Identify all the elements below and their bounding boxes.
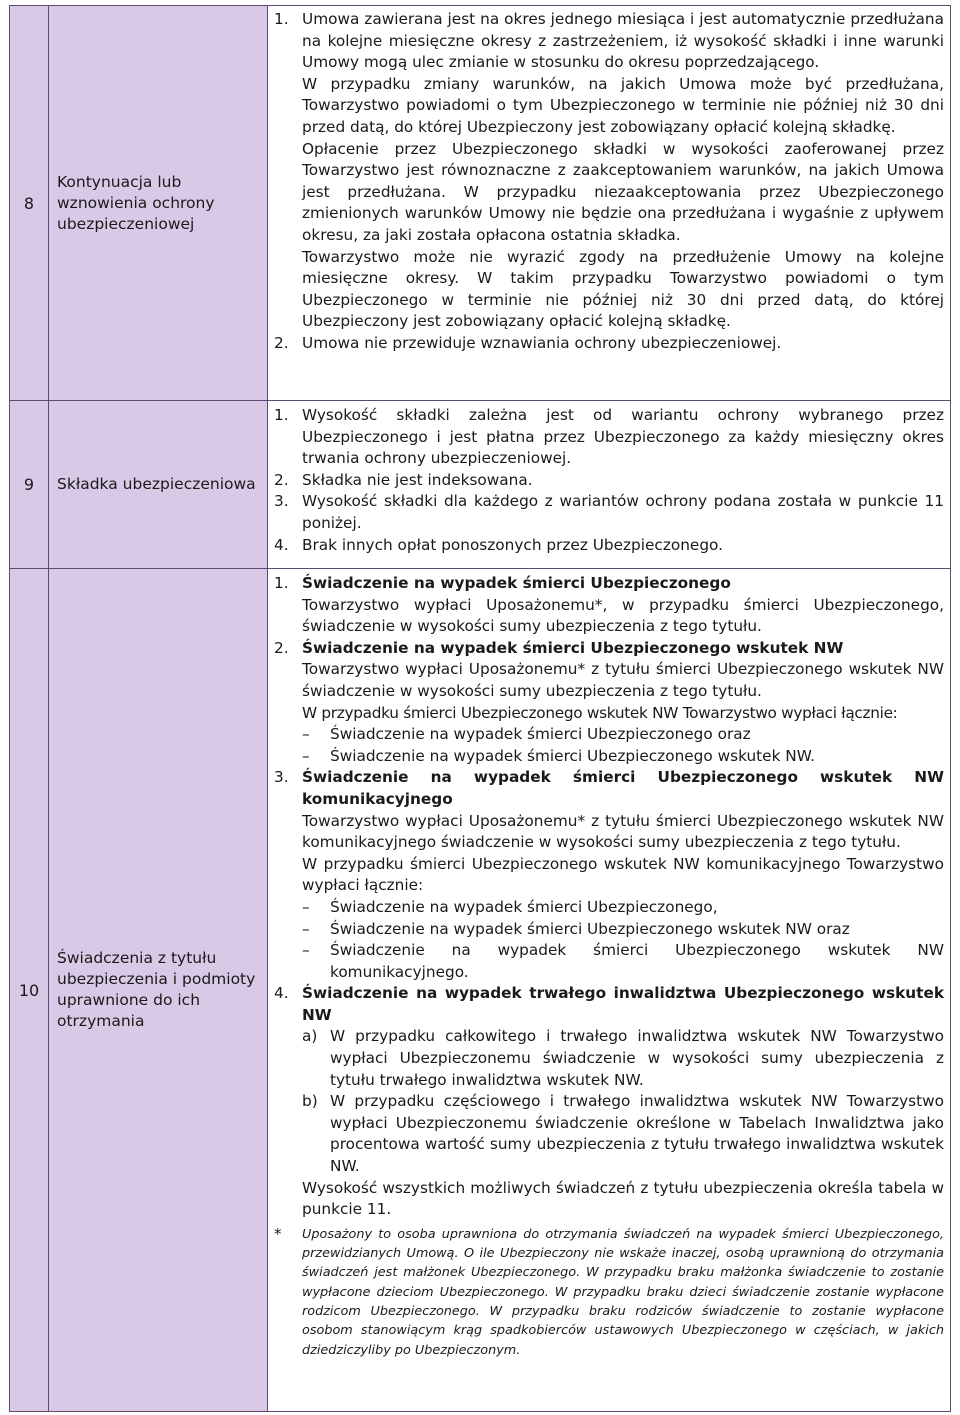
paragraph: W przypadku śmierci Ubezpieczonego wskutek NW Towarzystwo wypłaci łącznie: bbox=[302, 703, 898, 722]
paragraph: Umowa zawierana jest na okres jednego miesiąca i jest automatycznie przedłużana na kolejne miesięczne okresy z zastrzeżeniem, iż wysokość składki i inne warunki Umowy mogą ulec zmianie w stosunku do okresu poprzedzającego. bbox=[302, 10, 944, 72]
row-title: Świadczenia z tytułu ubezpieczenia i podmioty uprawnione do ich otrzymania bbox=[49, 569, 268, 1412]
paragraph: W przypadku zmiany warunków, na jakich Umowa może być przedłużana, Towarzystwo powiadomi o tym Ubezpieczonego w terminie nie później niż 30 dni przed datą, do której Ubezpieczony jest zobowiązany opłacić kolejną składkę. bbox=[302, 74, 944, 136]
dash-item: – Świadczenie na wypadek śmierci Ubezpieczonego, bbox=[302, 897, 718, 916]
row-number: 10 bbox=[10, 569, 49, 1412]
paragraph: Opłacenie przez Ubezpieczonego składki w wysokości zaoferowanej przez Towarzystwo jest równoznaczne z zaakceptowaniem warunków, na jakich Umowa jest przedłużana. W przypadku niezaakceptowania przez Ubezpieczonego zmienionych warunków Umowy nie będzie ona przedłużana i wygaśnie z upływem okresu, za jaki została opłacona ostatnia składka. bbox=[302, 139, 944, 244]
list-item: 1. Umowa zawierana jest na okres jednego miesiąca i jest automatycznie przedłużana na kolejne miesięczne okresy z zastrzeżeniem, iż wysokość składki i inne warunki Umowy mogą ulec zmianie w stosunku do okresu poprzedzającego. W przypadku zmiany warunków, na jakich Umowa może być przedłużana, Towarzystwo powiadomi o tym Ubezpieczonego w terminie nie później niż 30 dni przed datą, do której Ubezpieczony jest zobowiązany opłacić kolejną składkę. Opłacenie przez Ubezpieczonego składki w wysokości zaoferowanej przez Towarzystwo jest równoznaczne z zaakceptowaniem warunków, na jakich Umowa jest przedłużana. W przypadku niezaakceptowania przez Ubezpieczonego zmienionych warunków Umowy nie będzie ona przedłużana i wygaśnie z upływem okresu, za jaki została opłacona ostatnia składka. Towarzystwo może nie wyrazić zgody na przedłużenie Umowy na kolejne miesięczne okresy. W takim przypadku Towarzystwo powiadomi o tym Ubezpieczonego w terminie nie później niż 30 dni przed datą, do której Ubezpieczony jest zobowiązany opłacić kolejną składkę. bbox=[274, 9, 944, 333]
list-item: 2. Składka nie jest indeksowana. bbox=[274, 470, 944, 492]
row-content bbox=[268, 569, 951, 1412]
lettered-item: b) W przypadku częściowego i trwałego inwalidztwa wskutek NW Towarzystwo wypłaci Ubezpieczonemu świadczenie określone w Tabelach Inwalidztwa jako procentowa wartość sumy ubezpieczenia z tytułu trwałego inwalidztwa wskutek NW. bbox=[302, 1092, 944, 1176]
paragraph: Składka nie jest indeksowana. bbox=[302, 470, 533, 489]
item-heading: Świadczenie na wypadek śmierci Ubezpieczonego bbox=[302, 574, 731, 592]
table-row-9 bbox=[10, 401, 951, 569]
terms-table bbox=[9, 5, 951, 1412]
dash-item: – Świadczenie na wypadek śmierci Ubezpieczonego oraz bbox=[302, 725, 751, 744]
row-number: 8 bbox=[10, 6, 49, 401]
paragraph: Wysokość wszystkich możliwych świadczeń z tytułu ubezpieczenia określa tabela w punkcie 11. bbox=[302, 1178, 944, 1219]
item-heading: Świadczenie na wypadek śmierci Ubezpieczonego wskutek NW komunikacyjnego bbox=[302, 768, 944, 808]
table-row-10 bbox=[10, 569, 951, 1412]
list-item: 4. Świadczenie na wypadek trwałego inwalidztwa Ubezpieczonego wskutek NW a) W przypadku całkowitego i trwałego inwalidztwa wskutek NW Towarzystwo wypłaci Ubezpieczonemu świadczenie w wysokości sumy ubezpieczenia z tytułu trwałego inwalidztwa wskutek NW. b) W przypadku częściowego i trwałego inwalidztwa wskutek NW Towarzystwo wypłaci Ubezpieczonemu świadczenie określone w Tabelach Inwalidztwa jako procentowa wartość sumy ubezpieczenia z tytułu trwałego inwalidztwa wskutek NW. Wysokość wszystkich możliwych świadczeń z tytułu ubezpieczenia określa tabela w punkcie 11. bbox=[274, 983, 944, 1221]
dash-item: – Świadczenie na wypadek śmierci Ubezpieczonego wskutek NW komunikacyjnego. bbox=[302, 941, 944, 981]
paragraph: Towarzystwo wypłaci Uposażonemu*, w przypadku śmierci Ubezpieczonego, świadczenie w wysokości sumy ubezpieczenia z tego tytułu. bbox=[302, 595, 944, 636]
row-content bbox=[268, 401, 951, 569]
row-content bbox=[268, 6, 951, 401]
document-page bbox=[9, 5, 951, 1412]
dash-item: – Świadczenie na wypadek śmierci Ubezpieczonego wskutek NW. bbox=[302, 746, 815, 765]
row-number: 9 bbox=[10, 401, 49, 569]
item-heading: Świadczenie na wypadek śmierci Ubezpieczonego wskutek NW bbox=[302, 638, 844, 657]
footnote bbox=[274, 1225, 944, 1360]
list-item: 3. Świadczenie na wypadek śmierci Ubezpieczonego wskutek NW komunikacyjnego Towarzystwo wypłaci Uposażonemu* z tytułu śmierci Ubezpieczonego wskutek NW komunikacyjnego świadczenie w wysokości sumy ubezpieczenia z tego tytułu. W przypadku śmierci Ubezpieczonego wskutek NW komunikacyjnego Towarzystwo wypłaci łącznie: – Świadczenie na wypadek śmierci Ubezpieczonego, – Świadczenie na wypadek śmierci Ubezpieczonego wskutek NW oraz – Świadczenie na wypadek śmierci Ubezpieczonego wskutek NW komunikacyjnego. bbox=[274, 767, 944, 983]
row-title: Składka ubezpieczeniowa bbox=[49, 401, 268, 569]
list-item: 2. Świadczenie na wypadek śmierci Ubezpieczonego wskutek NW Towarzystwo wypłaci Uposażonemu* z tytułu śmierci Ubezpieczonego wskutek NW świadczenie w wysokości sumy ubezpieczenia z tego tytułu. W przypadku śmierci Ubezpieczonego wskutek NW Towarzystwo wypłaci łącznie: – Świadczenie na wypadek śmierci Ubezpieczonego oraz – Świadczenie na wypadek śmierci Ubezpieczonego wskutek NW. bbox=[274, 638, 944, 768]
list-item: 2. Umowa nie przewiduje wznawiania ochrony ubezpieczeniowej. bbox=[274, 333, 944, 355]
paragraph: Brak innych opłat ponoszonych przez Ubezpieczonego. bbox=[302, 535, 724, 554]
footnote-text: Uposażony to osoba uprawniona do otrzymania świadczeń na wypadek śmierci Ubezpieczonego, przewidzianych Umową. O ile Ubezpieczony nie wskaże inaczej, osobą uprawnioną do otrzymania świadczeń jest małżonek Ubezpieczonego. W przypadku braku małżonka świadczenie to zostanie wypłacone dzieciom Ubezpieczonego. W przypadku braku dzieci świadczenie zostanie wypłacone rodzicom Ubezpieczonego. W przypadku braku rodziców świadczenie to zostanie wypłacone osobom stanowiącym krąg spadkobierców ustawowych Ubezpieczonego w częściach, w jakich dziedziczyliby po Ubezpieczonym. bbox=[302, 1226, 944, 1358]
item-heading: Świadczenie na wypadek trwałego inwalidztwa Ubezpieczonego wskutek NW bbox=[302, 984, 944, 1024]
list-item: 3. Wysokość składki dla każdego z wariantów ochrony podana została w punkcie 11 poniżej. bbox=[274, 491, 944, 534]
paragraph: Wysokość składki dla każdego z wariantów ochrony podana została w punkcie 11 poniżej. bbox=[302, 492, 944, 532]
row-title: Kontynuacja lub wznowienia ochrony ubezpieczeniowej bbox=[49, 6, 268, 401]
list-item: 1. Wysokość składki zależna jest od wariantu ochrony wybranego przez Ubezpieczonego i jest płatna przez Ubezpieczonego za każdy miesięczny okres trwania ochrony ubezpieczeniowej. bbox=[274, 405, 944, 470]
paragraph: Towarzystwo może nie wyrazić zgody na przedłużenie Umowy na kolejne miesięczne okresy. W takim przypadku Towarzystwo powiadomi o tym Ubezpieczonego w terminie nie później niż 30 dni przed datą, do której Ubezpieczony jest zobowiązany opłacić kolejną składkę. bbox=[302, 247, 944, 331]
paragraph: Wysokość składki zależna jest od wariantu ochrony wybranego przez Ubezpieczonego i jest płatna przez Ubezpieczonego za każdy miesięczny okres trwania ochrony ubezpieczeniowej. bbox=[302, 406, 944, 468]
list-item: 1. Świadczenie na wypadek śmierci Ubezpieczonego Towarzystwo wypłaci Uposażonemu*, w przypadku śmierci Ubezpieczonego, świadczenie w wysokości sumy ubezpieczenia z tego tytułu. bbox=[274, 573, 944, 638]
dash-item: – Świadczenie na wypadek śmierci Ubezpieczonego wskutek NW oraz bbox=[302, 919, 850, 938]
lettered-item: a) W przypadku całkowitego i trwałego inwalidztwa wskutek NW Towarzystwo wypłaci Ubezpieczonemu świadczenie w wysokości sumy ubezpieczenia z tytułu trwałego inwalidztwa wskutek NW. bbox=[302, 1027, 944, 1089]
list-item: 4. Brak innych opłat ponoszonych przez Ubezpieczonego. bbox=[274, 535, 944, 557]
footnote-mark: * bbox=[274, 1224, 282, 1243]
paragraph: Umowa nie przewiduje wznawiania ochrony ubezpieczeniowej. bbox=[302, 333, 782, 352]
paragraph: W przypadku śmierci Ubezpieczonego wskutek NW komunikacyjnego Towarzystwo wypłaci łącznie: bbox=[302, 854, 944, 895]
paragraph: Towarzystwo wypłaci Uposażonemu* z tytułu śmierci Ubezpieczonego wskutek NW świadczenie w wysokości sumy ubezpieczenia z tego tytułu. bbox=[302, 660, 944, 700]
paragraph: Towarzystwo wypłaci Uposażonemu* z tytułu śmierci Ubezpieczonego wskutek NW komunikacyjnego świadczenie w wysokości sumy ubezpieczenia z tego tytułu. bbox=[302, 811, 944, 852]
table-row-8 bbox=[10, 6, 951, 401]
